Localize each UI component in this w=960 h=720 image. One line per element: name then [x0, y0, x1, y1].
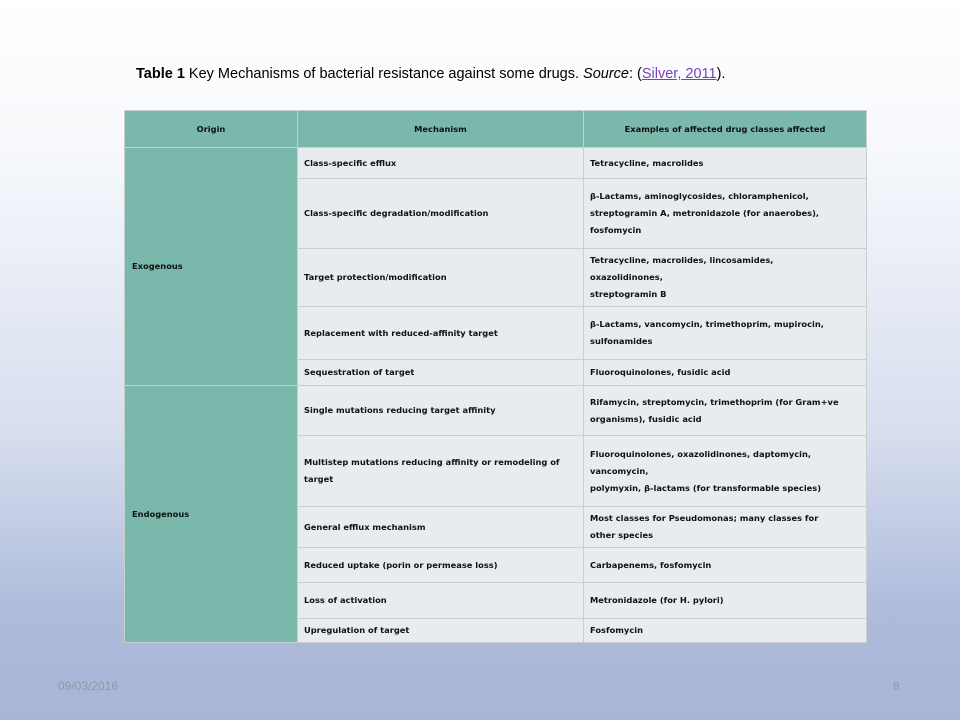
examples-line: fosfomycin — [590, 225, 642, 235]
mechanism-cell: Class-specific efflux — [298, 148, 584, 179]
caption-label: Table 1 — [136, 66, 185, 82]
examples-cell — [584, 307, 867, 360]
examples-line: Fluoroquinolones, fusidic acid — [590, 367, 731, 377]
examples-cell — [584, 360, 867, 386]
examples-cell — [584, 386, 867, 436]
examples-line: Fosfomycin — [590, 625, 644, 635]
mechanism-cell: Class-specific degradation/modification — [298, 179, 584, 249]
citation-link[interactable]: Silver, 2011 — [641, 66, 717, 82]
examples-line: Tetracycline, macrolides, lincosamides, — [590, 255, 774, 265]
examples-line: streptogramin A, metronidazole (for anaerobes), — [590, 208, 820, 218]
examples-line: Carbapenems, fosfomycin — [590, 559, 712, 570]
mechanism-cell: Target protection/modification — [298, 249, 584, 307]
header-origin: Origin — [125, 111, 298, 148]
examples-line: organisms), fusidic acid — [590, 413, 702, 424]
examples-line: Tetracycline, macrolides — [590, 157, 704, 168]
examples-line: Metronidazole (for H. pylori) — [590, 595, 724, 605]
examples-cell — [584, 148, 867, 179]
resistance-table — [124, 110, 867, 643]
examples-line: Most classes for Pseudomonas; many classes for — [590, 513, 819, 523]
examples-cell — [584, 249, 867, 307]
mechanism-cell: Reduced uptake (porin or permease loss) — [298, 548, 584, 583]
examples-line: streptogramin B — [590, 289, 667, 299]
mechanism-cell: Multistep mutations reducing affinity or remodeling of target — [298, 436, 584, 507]
examples-line: β-Lactams, aminoglycosides, chloramphenicol, — [590, 191, 809, 201]
examples-cell — [584, 583, 867, 619]
examples-cell — [584, 619, 867, 643]
caption-source-sep: : ( — [628, 66, 642, 82]
table-row — [125, 386, 867, 436]
examples-line: β-Lactams, vancomycin, trimethoprim, mupirocin, — [590, 319, 824, 329]
table-header-row — [125, 111, 867, 148]
examples-line: other species — [590, 530, 654, 540]
examples-line: polymyxin, β-lactams (for transformable species) — [590, 482, 822, 493]
caption-source-end: ). — [716, 66, 726, 82]
mechanism-cell: Single mutations reducing target affinity — [298, 386, 584, 436]
caption-text: Key Mechanisms of bacterial resistance against some drugs. — [184, 66, 584, 82]
examples-line: sulfonamides — [590, 336, 653, 346]
examples-cell — [584, 179, 867, 249]
examples-cell — [584, 436, 867, 507]
table-caption — [136, 66, 836, 82]
examples-line: vancomycin, — [590, 465, 649, 476]
footer-date: 09/03/2016 — [58, 679, 119, 693]
examples-line: oxazolidinones, — [590, 272, 663, 282]
caption-source-label: Source — [583, 66, 629, 82]
header-examples: Examples of affected drug classes affected — [584, 111, 867, 148]
origin-cell: Endogenous — [125, 386, 298, 643]
mechanism-cell: General efflux mechanism — [298, 507, 584, 548]
mechanism-cell: Replacement with reduced-affinity target — [298, 307, 584, 360]
origin-cell: Exogenous — [125, 148, 298, 386]
examples-line: Rifamycin, streptomycin, trimethoprim (for Gram+ve — [590, 396, 839, 407]
page-number: 8 — [893, 679, 900, 693]
examples-cell — [584, 507, 867, 548]
mechanism-cell: Sequestration of target — [298, 360, 584, 386]
mechanism-cell: Upregulation of target — [298, 619, 584, 643]
table-row — [125, 148, 867, 179]
examples-cell — [584, 548, 867, 583]
header-mechanism: Mechanism — [298, 111, 584, 148]
mechanism-cell: Loss of activation — [298, 583, 584, 619]
examples-line: Fluoroquinolones, oxazolidinones, daptomycin, — [590, 448, 812, 459]
